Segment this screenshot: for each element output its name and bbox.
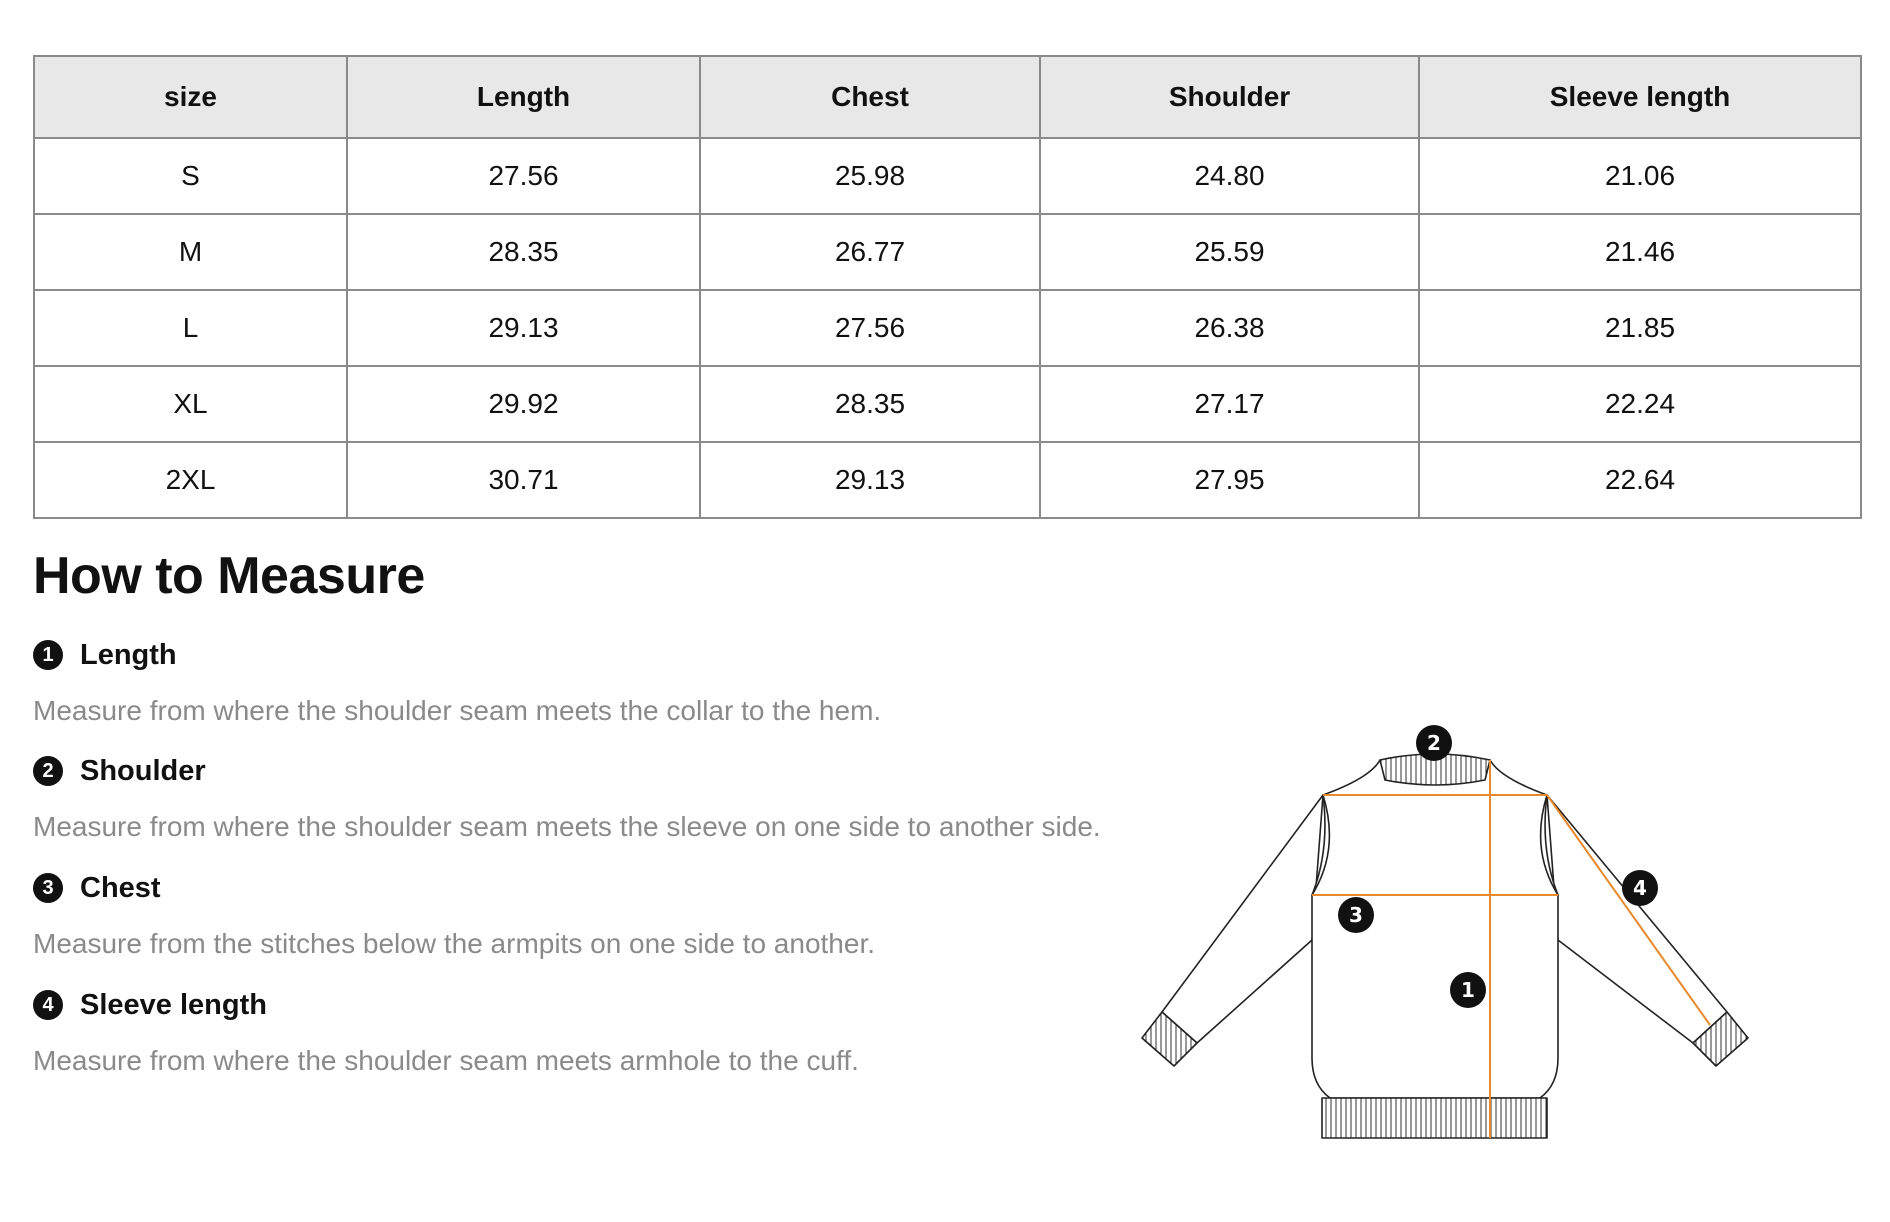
table-row — [34, 442, 1861, 518]
table-cell: 27.17 — [1040, 366, 1419, 442]
table-cell: 29.13 — [347, 290, 700, 366]
table-cell: 29.13 — [700, 442, 1040, 518]
header-size: size — [34, 56, 347, 138]
table-cell: 29.92 — [347, 366, 700, 442]
table-cell: 21.85 — [1419, 290, 1861, 366]
marker-shoulder: 2 — [1427, 731, 1441, 755]
table-row — [34, 290, 1861, 366]
table-header-row — [34, 56, 1861, 138]
table-cell: 2XL — [34, 442, 347, 518]
step-description: Measure from where the shoulder seam meets the collar to the hem. — [33, 695, 882, 726]
table-cell: 27.56 — [347, 138, 700, 214]
header-shoulder: Shoulder — [1040, 56, 1419, 138]
table-cell: 28.35 — [347, 214, 700, 290]
step-label: Chest — [80, 871, 161, 904]
header-length: Length — [347, 56, 700, 138]
table-cell: 27.56 — [700, 290, 1040, 366]
table-cell: 28.35 — [700, 366, 1040, 442]
step-description: Measure from where the shoulder seam meets the sleeve on one side to another side. — [33, 811, 1101, 842]
table-row — [34, 366, 1861, 442]
table-cell: 25.59 — [1040, 214, 1419, 290]
step-label: Length — [80, 638, 177, 671]
table-cell: 22.24 — [1419, 366, 1861, 442]
step-number-badge: 4 — [33, 990, 63, 1020]
marker-sleeve-length: 4 — [1633, 876, 1647, 900]
table-row — [34, 214, 1861, 290]
table-cell: 24.80 — [1040, 138, 1419, 214]
table-cell: XL — [34, 366, 347, 442]
table-cell: 21.46 — [1419, 214, 1861, 290]
table-cell: S — [34, 138, 347, 214]
header-chest: Chest — [700, 56, 1040, 138]
table-row — [34, 138, 1861, 214]
measure-step-chest — [33, 871, 876, 959]
table-cell: 21.06 — [1419, 138, 1861, 214]
header-sleeve-length: Sleeve length — [1419, 56, 1861, 138]
step-description: Measure from the stitches below the armpits on one side to another. — [33, 928, 876, 959]
step-number-badge: 3 — [33, 873, 63, 903]
measure-step-shoulder — [33, 754, 1101, 842]
table-cell: 26.38 — [1040, 290, 1419, 366]
size-chart-table — [33, 55, 1862, 519]
step-label: Sleeve length — [80, 988, 267, 1021]
table-cell: 27.95 — [1040, 442, 1419, 518]
step-description: Measure from where the shoulder seam meets armhole to the cuff. — [33, 1045, 859, 1076]
table-cell: 26.77 — [700, 214, 1040, 290]
sweater-diagram-icon — [1140, 720, 1780, 1180]
step-number-badge: 1 — [33, 640, 63, 670]
table-cell: 25.98 — [700, 138, 1040, 214]
table-cell: L — [34, 290, 347, 366]
table-cell: 22.64 — [1419, 442, 1861, 518]
measure-step-length — [33, 638, 882, 726]
measure-step-sleeve-length — [33, 988, 859, 1076]
marker-length: 1 — [1461, 978, 1475, 1002]
section-title: How to Measure — [33, 547, 425, 605]
table-cell: M — [34, 214, 347, 290]
table-cell: 30.71 — [347, 442, 700, 518]
step-number-badge: 2 — [33, 756, 63, 786]
marker-chest: 3 — [1349, 903, 1363, 927]
step-label: Shoulder — [80, 754, 206, 787]
